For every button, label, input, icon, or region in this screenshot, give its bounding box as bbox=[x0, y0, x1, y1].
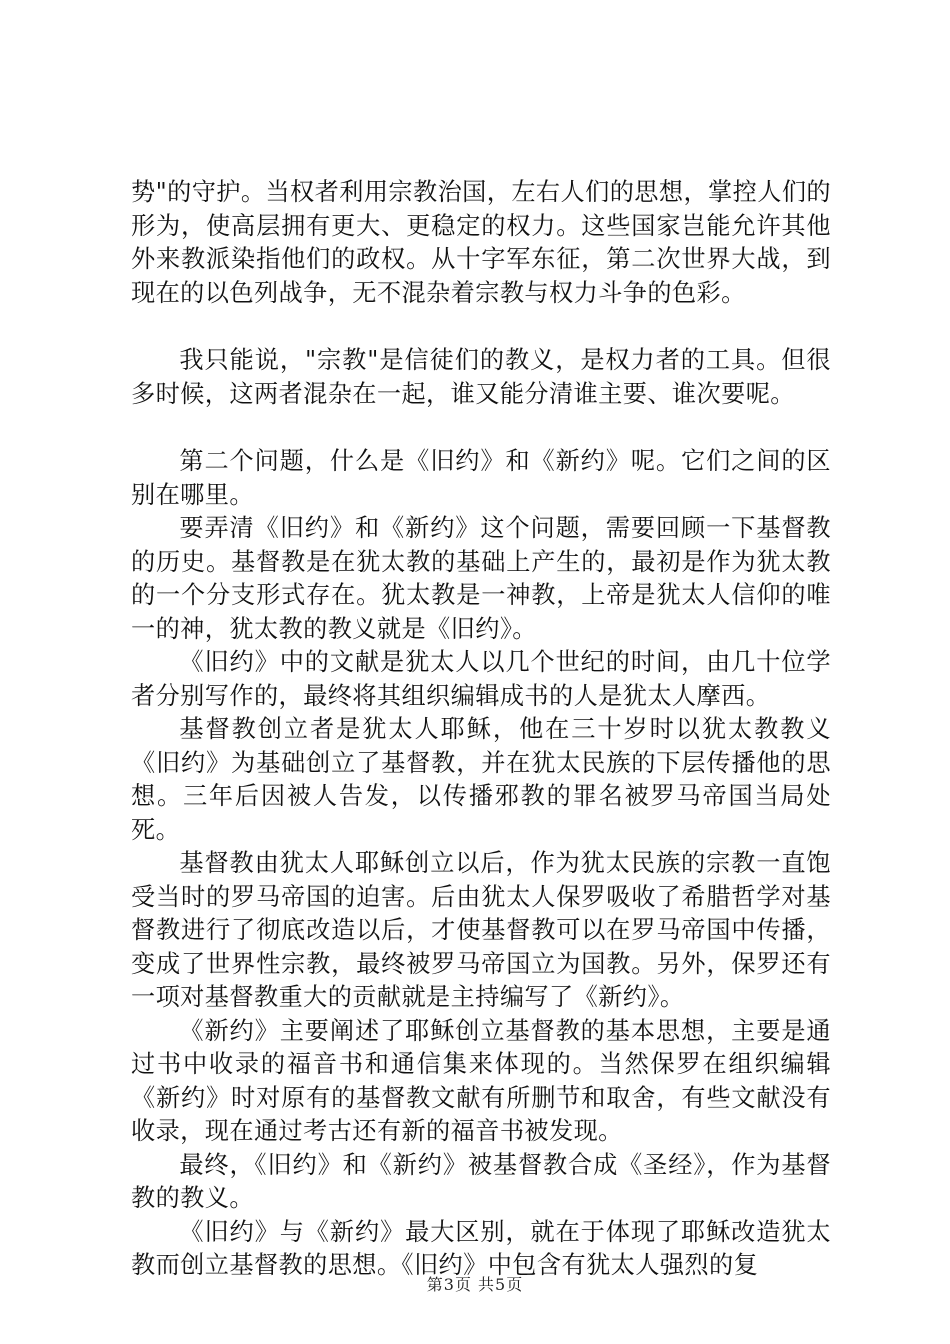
paragraph: 基督教由犹太人耶稣创立以后，作为犹太民族的宗教一直饱受当时的罗马帝国的迫害。后由犹太人保罗吸收了希腊哲学对基督教进行了彻底改造以后，才使基督教可以在罗马帝国中传播，变成了世界性宗教，最终被罗马帝国立为国教。另外，保罗还有一项对基督教重大的贡献就是主持编写了《新约》。 bbox=[131, 849, 831, 1011]
paragraph: 最终，《旧约》和《新约》被基督教合成《圣经》，作为基督教的教义。 bbox=[131, 1150, 831, 1212]
paragraph: 要弄清《旧约》和《新约》这个问题，需要回顾一下基督教的历史。基督教是在犹太教的基础上产生的，最初是作为犹太教的一个分支形式存在。犹太教是一神教，上帝是犹太人信仰的唯一的神，犹太教的教义就是《旧约》。 bbox=[131, 514, 831, 643]
paragraph-gap bbox=[131, 411, 831, 445]
paragraph: 《旧约》中的文献是犹太人以几个世纪的时间，由几十位学者分别写作的，最终将其组织编辑成书的人是犹太人摩西。 bbox=[131, 648, 831, 710]
paragraph: 《新约》主要阐述了耶稣创立基督教的基本思想，主要是通过书中收录的福音书和通信集来体现的。当然保罗在组织编辑《新约》时对原有的基督教文献有所删节和取舍，有些文献没有收录，现在通过考古还有新的福音书被发现。 bbox=[131, 1016, 831, 1145]
document-body bbox=[131, 176, 831, 1283]
paragraph: 基督教创立者是犹太人耶稣，他在三十岁时以犹太教教义《旧约》为基础创立了基督教，并在犹太民族的下层传播他的思想。三年后因被人告发，以传播邪教的罪名被罗马帝国当局处死。 bbox=[131, 715, 831, 844]
paragraph-gap bbox=[131, 310, 831, 344]
paragraph: 《旧约》与《新约》最大区别，就在于体现了耶稣改造犹太教而创立基督教的思想。《旧约》中包含有犹太人强烈的复 bbox=[131, 1217, 831, 1279]
paragraph: 第二个问题，什么是《旧约》和《新约》呢。它们之间的区别在哪里。 bbox=[131, 447, 831, 509]
paragraph: 我只能说，"宗教"是信徒们的教义，是权力者的工具。但很多时候，这两者混杂在一起，谁又能分清谁主要、谁次要呢。 bbox=[131, 346, 831, 408]
page-number-footer: 第3页 共5页 bbox=[426, 1275, 524, 1294]
paragraph-continuation: 势"的守护。当权者利用宗教治国，左右人们的思想，掌控人们的形为，使高层拥有更大、更稳定的权力。这些国家岂能允许其他外来教派染指他们的政权。从十字军东征，第二次世界大战，到现在的以色列战争，无不混杂着宗教与权力斗争的色彩。 bbox=[131, 178, 831, 307]
